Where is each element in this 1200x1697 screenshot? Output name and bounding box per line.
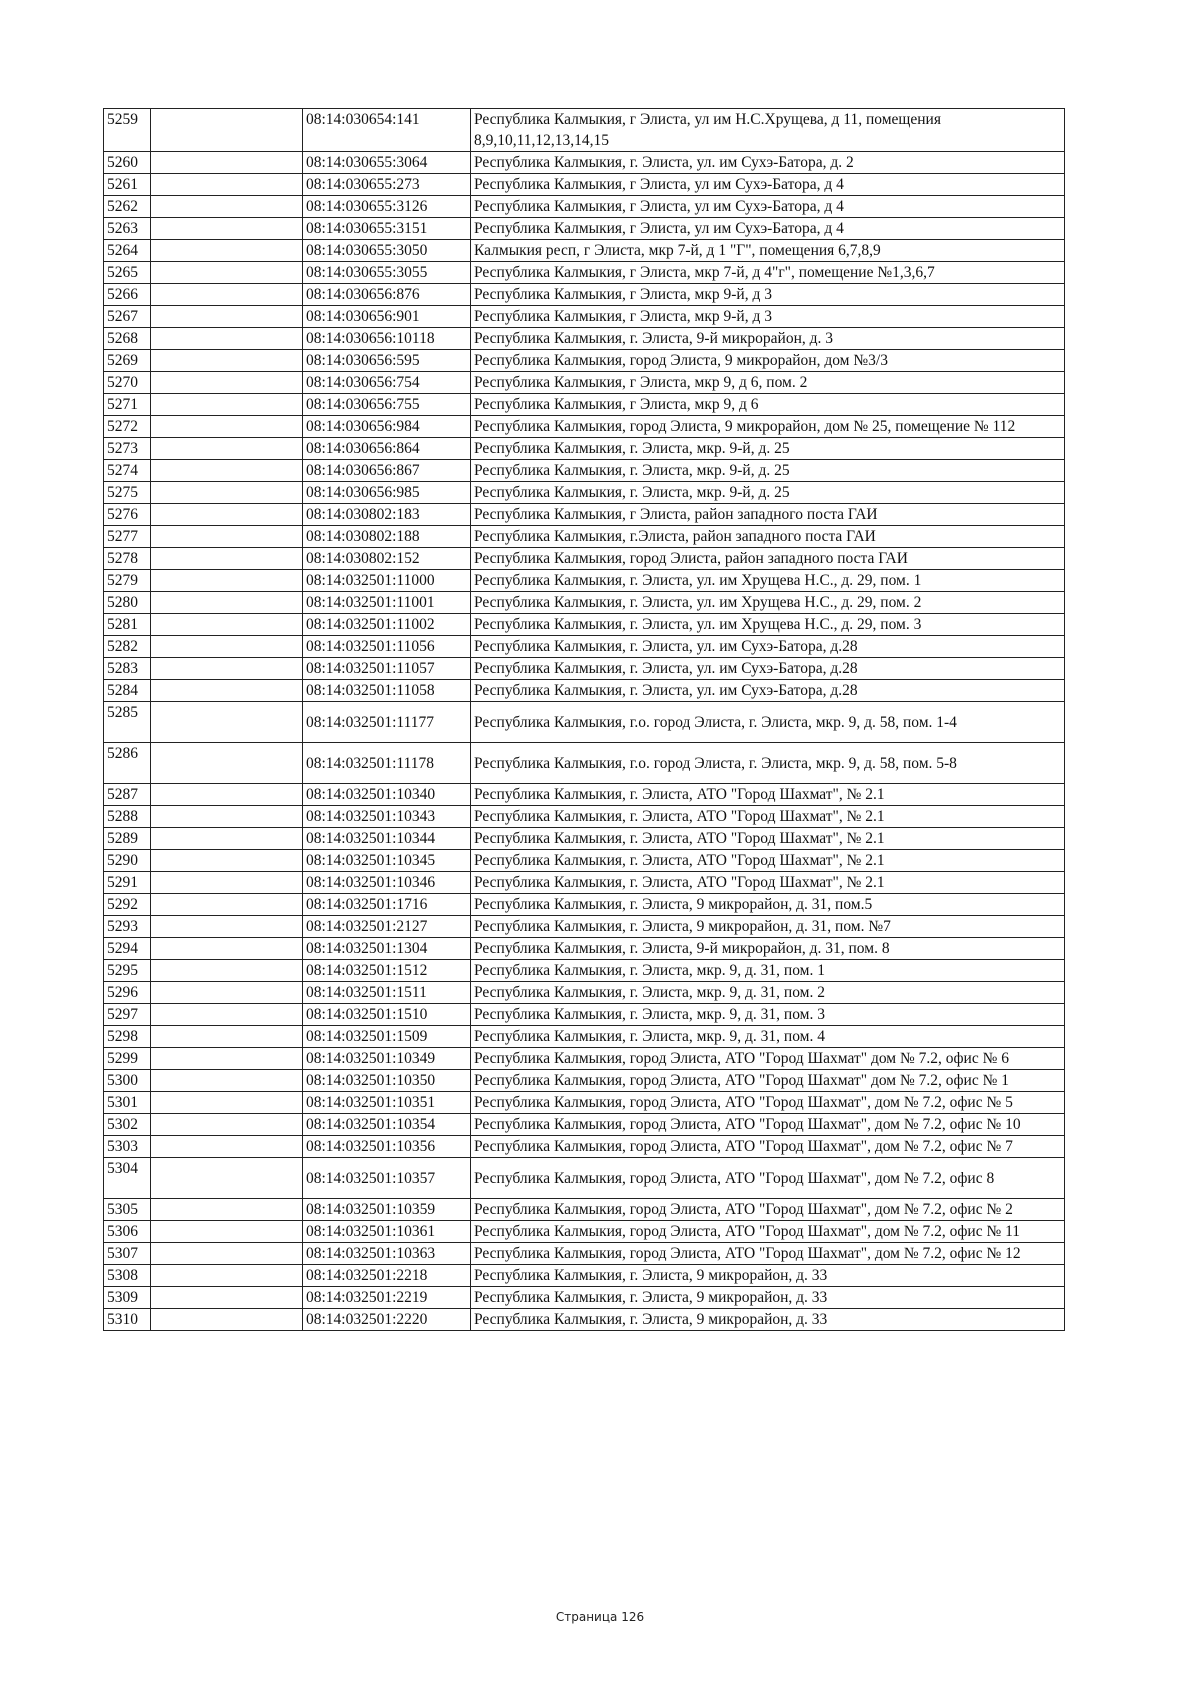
address-cell: Республика Калмыкия, г Элиста, ул им Сухэ-Батора, д 4	[471, 218, 1065, 240]
owner-cell	[151, 196, 303, 218]
owner-cell	[151, 1070, 303, 1092]
address-cell: Республика Калмыкия, г Элиста, мкр 9, д 6	[471, 394, 1065, 416]
address-cell: Республика Калмыкия, город Элиста, 9 микрорайон, дом № 25, помещение № 112	[471, 416, 1065, 438]
row-number-cell: 5295	[104, 960, 151, 982]
cadastral-number-cell: 08:14:030656:876	[303, 284, 471, 306]
page-number: Страница 126	[555, 1610, 645, 1624]
table-row	[104, 1004, 1065, 1026]
address-cell: Республика Калмыкия, город Элиста, АТО "Город Шахмат", дом № 7.2, офис № 11	[471, 1221, 1065, 1243]
owner-cell	[151, 916, 303, 938]
row-number-cell: 5278	[104, 548, 151, 570]
address-cell: Республика Калмыкия, г Элиста, ул им Сухэ-Батора, д 4	[471, 174, 1065, 196]
row-number-cell: 5269	[104, 350, 151, 372]
row-number-cell: 5294	[104, 938, 151, 960]
table-row	[104, 548, 1065, 570]
row-number-cell: 5260	[104, 152, 151, 174]
table-row	[104, 152, 1065, 174]
cadastral-number-cell: 08:14:032501:10363	[303, 1243, 471, 1265]
row-number-cell: 5292	[104, 894, 151, 916]
address-cell: Республика Калмыкия, г. Элиста, мкр. 9, д. 31, пом. 4	[471, 1026, 1065, 1048]
table-row	[104, 328, 1065, 350]
cadastral-number-cell: 08:14:032501:10350	[303, 1070, 471, 1092]
owner-cell	[151, 702, 303, 743]
row-number-cell: 5286	[104, 743, 151, 784]
owner-cell	[151, 240, 303, 262]
address-cell: Республика Калмыкия, г. Элиста, 9 микрорайон, д. 33	[471, 1309, 1065, 1331]
table-row	[104, 482, 1065, 504]
address-cell: Республика Калмыкия, г. Элиста, мкр. 9, д. 31, пом. 3	[471, 1004, 1065, 1026]
table-row	[104, 570, 1065, 592]
address-cell: Республика Калмыкия, город Элиста, АТО "Город Шахмат", дом № 7.2, офис № 5	[471, 1092, 1065, 1114]
address-cell: Республика Калмыкия, город Элиста, АТО "Город Шахмат", дом № 7.2, офис № 7	[471, 1136, 1065, 1158]
table-row	[104, 174, 1065, 196]
table-row	[104, 1199, 1065, 1221]
owner-cell	[151, 1026, 303, 1048]
owner-cell	[151, 284, 303, 306]
cadastral-number-cell: 08:14:032501:10351	[303, 1092, 471, 1114]
owner-cell	[151, 680, 303, 702]
row-number-cell: 5268	[104, 328, 151, 350]
table-row	[104, 658, 1065, 680]
table-row	[104, 262, 1065, 284]
address-cell: Республика Калмыкия, г. Элиста, мкр. 9-й, д. 25	[471, 482, 1065, 504]
cadastral-number-cell: 08:14:032501:10343	[303, 806, 471, 828]
owner-cell	[151, 743, 303, 784]
table-row	[104, 1265, 1065, 1287]
owner-cell	[151, 1004, 303, 1026]
cadastral-number-cell: 08:14:030656:901	[303, 306, 471, 328]
table-row	[104, 1221, 1065, 1243]
address-cell: Республика Калмыкия, г. Элиста, ул. им Хрущева Н.С., д. 29, пом. 1	[471, 570, 1065, 592]
table-row	[104, 1158, 1065, 1199]
address-cell: Республика Калмыкия, г. Элиста, 9-й микрорайон, д. 31, пом. 8	[471, 938, 1065, 960]
owner-cell	[151, 1092, 303, 1114]
table-row	[104, 394, 1065, 416]
table-row	[104, 218, 1065, 240]
address-cell: Республика Калмыкия, г. Элиста, 9 микрорайон, д. 33	[471, 1287, 1065, 1309]
cadastral-number-cell: 08:14:032501:10361	[303, 1221, 471, 1243]
table-row	[104, 372, 1065, 394]
row-number-cell: 5308	[104, 1265, 151, 1287]
owner-cell	[151, 1114, 303, 1136]
table-row	[104, 894, 1065, 916]
address-cell: Республика Калмыкия, г. Элиста, ул. им Хрущева Н.С., д. 29, пом. 3	[471, 614, 1065, 636]
row-number-cell: 5287	[104, 784, 151, 806]
address-cell: Республика Калмыкия, г. Элиста, 9 микрорайон, д. 31, пом.5	[471, 894, 1065, 916]
table-row	[104, 438, 1065, 460]
address-cell: Республика Калмыкия, г. Элиста, АТО "Город Шахмат", № 2.1	[471, 872, 1065, 894]
cadastral-number-cell: 08:14:032501:1304	[303, 938, 471, 960]
table-row	[104, 1114, 1065, 1136]
address-cell: Республика Калмыкия, город Элиста, АТО "Город Шахмат", дом № 7.2, офис 8	[471, 1158, 1065, 1199]
row-number-cell: 5266	[104, 284, 151, 306]
owner-cell	[151, 109, 303, 152]
owner-cell	[151, 438, 303, 460]
table-row	[104, 982, 1065, 1004]
row-number-cell: 5305	[104, 1199, 151, 1221]
cadastral-number-cell: 08:14:030656:984	[303, 416, 471, 438]
cadastral-number-cell: 08:14:030656:755	[303, 394, 471, 416]
row-number-cell: 5301	[104, 1092, 151, 1114]
cadastral-number-cell: 08:14:032501:1716	[303, 894, 471, 916]
row-number-cell: 5307	[104, 1243, 151, 1265]
row-number-cell: 5262	[104, 196, 151, 218]
cadastral-number-cell: 08:14:032501:11178	[303, 743, 471, 784]
owner-cell	[151, 394, 303, 416]
cadastral-number-cell: 08:14:032501:2219	[303, 1287, 471, 1309]
cadastral-number-cell: 08:14:030656:754	[303, 372, 471, 394]
table-row	[104, 702, 1065, 743]
row-number-cell: 5297	[104, 1004, 151, 1026]
cadastral-number-cell: 08:14:030655:3126	[303, 196, 471, 218]
cadastral-number-cell: 08:14:032501:10346	[303, 872, 471, 894]
cadastral-number-cell: 08:14:032501:1512	[303, 960, 471, 982]
cadastral-number-cell: 08:14:032501:10340	[303, 784, 471, 806]
address-cell: Республика Калмыкия, г.о. город Элиста, г. Элиста, мкр. 9, д. 58, пом. 1-4	[471, 702, 1065, 743]
address-cell: Республика Калмыкия, г Элиста, мкр 7-й, д 4"г", помещение №1,3,6,7	[471, 262, 1065, 284]
owner-cell	[151, 1221, 303, 1243]
row-number-cell: 5284	[104, 680, 151, 702]
row-number-cell: 5304	[104, 1158, 151, 1199]
cadastral-number-cell: 08:14:032501:11002	[303, 614, 471, 636]
row-number-cell: 5293	[104, 916, 151, 938]
table-row	[104, 636, 1065, 658]
table-row	[104, 872, 1065, 894]
cadastral-number-cell: 08:14:032501:10354	[303, 1114, 471, 1136]
owner-cell	[151, 1309, 303, 1331]
owner-cell	[151, 894, 303, 916]
cadastral-number-cell: 08:14:030656:864	[303, 438, 471, 460]
address-cell: Республика Калмыкия, г. Элиста, ул. им Сухэ-Батора, д. 2	[471, 152, 1065, 174]
table-row	[104, 196, 1065, 218]
owner-cell	[151, 592, 303, 614]
row-number-cell: 5261	[104, 174, 151, 196]
cadastral-number-cell: 08:14:032501:10344	[303, 828, 471, 850]
address-cell: Республика Калмыкия, г. Элиста, мкр. 9-й, д. 25	[471, 438, 1065, 460]
table-row	[104, 1309, 1065, 1331]
cadastral-number-cell: 08:14:030655:273	[303, 174, 471, 196]
owner-cell	[151, 460, 303, 482]
row-number-cell: 5310	[104, 1309, 151, 1331]
address-cell: Республика Калмыкия, г.Элиста, район западного поста ГАИ	[471, 526, 1065, 548]
address-cell: Республика Калмыкия, г. Элиста, АТО "Город Шахмат", № 2.1	[471, 806, 1065, 828]
row-number-cell: 5283	[104, 658, 151, 680]
table-row	[104, 284, 1065, 306]
row-number-cell: 5265	[104, 262, 151, 284]
table-row	[104, 1243, 1065, 1265]
cadastral-number-cell: 08:14:032501:1510	[303, 1004, 471, 1026]
table-row	[104, 680, 1065, 702]
address-cell: Республика Калмыкия, город Элиста, АТО "Город Шахмат", дом № 7.2, офис № 12	[471, 1243, 1065, 1265]
table-row	[104, 1026, 1065, 1048]
owner-cell	[151, 350, 303, 372]
address-cell: Республика Калмыкия, город Элиста, АТО "Город Шахмат", дом № 7.2, офис № 10	[471, 1114, 1065, 1136]
row-number-cell: 5291	[104, 872, 151, 894]
owner-cell	[151, 416, 303, 438]
row-number-cell: 5264	[104, 240, 151, 262]
table-row	[104, 1287, 1065, 1309]
table-row	[104, 916, 1065, 938]
row-number-cell: 5300	[104, 1070, 151, 1092]
table-row	[104, 828, 1065, 850]
owner-cell	[151, 482, 303, 504]
cadastral-number-cell: 08:14:032501:10356	[303, 1136, 471, 1158]
cadastral-number-cell: 08:14:032501:11056	[303, 636, 471, 658]
cadastral-number-cell: 08:14:030655:3151	[303, 218, 471, 240]
cadastral-number-cell: 08:14:032501:2127	[303, 916, 471, 938]
cadastral-number-cell: 08:14:030656:595	[303, 350, 471, 372]
owner-cell	[151, 504, 303, 526]
table-row	[104, 416, 1065, 438]
row-number-cell: 5273	[104, 438, 151, 460]
address-cell: Республика Калмыкия, г. Элиста, мкр. 9, д. 31, пом. 1	[471, 960, 1065, 982]
table-row	[104, 1070, 1065, 1092]
cadastral-number-cell: 08:14:032501:2220	[303, 1309, 471, 1331]
cadastral-number-cell: 08:14:030656:867	[303, 460, 471, 482]
table-row	[104, 460, 1065, 482]
row-number-cell: 5298	[104, 1026, 151, 1048]
owner-cell	[151, 784, 303, 806]
row-number-cell: 5302	[104, 1114, 151, 1136]
cadastral-number-cell: 08:14:030654:141	[303, 109, 471, 152]
row-number-cell: 5277	[104, 526, 151, 548]
cadastral-number-cell: 08:14:030655:3055	[303, 262, 471, 284]
address-cell: Республика Калмыкия, г. Элиста, ул. им Сухэ-Батора, д.28	[471, 658, 1065, 680]
table-row	[104, 1048, 1065, 1070]
cadastral-number-cell: 08:14:030802:183	[303, 504, 471, 526]
table-row	[104, 526, 1065, 548]
owner-cell	[151, 1243, 303, 1265]
table-row	[104, 306, 1065, 328]
address-cell: Республика Калмыкия, г Элиста, мкр 9, д 6, пом. 2	[471, 372, 1065, 394]
row-number-cell: 5288	[104, 806, 151, 828]
cadastral-number-cell: 08:14:032501:11058	[303, 680, 471, 702]
cadastral-number-cell: 08:14:030802:188	[303, 526, 471, 548]
table-row	[104, 806, 1065, 828]
table-row	[104, 784, 1065, 806]
table-row	[104, 109, 1065, 152]
cadastral-number-cell: 08:14:030655:3050	[303, 240, 471, 262]
address-cell: Республика Калмыкия, г. Элиста, АТО "Город Шахмат", № 2.1	[471, 784, 1065, 806]
cadastral-number-cell: 08:14:032501:10359	[303, 1199, 471, 1221]
address-cell: Республика Калмыкия, город Элиста, район западного поста ГАИ	[471, 548, 1065, 570]
row-number-cell: 5282	[104, 636, 151, 658]
property-table-body	[104, 109, 1065, 1331]
address-cell: Республика Калмыкия, город Элиста, 9 микрорайон, дом №3/3	[471, 350, 1065, 372]
row-number-cell: 5280	[104, 592, 151, 614]
row-number-cell: 5285	[104, 702, 151, 743]
address-cell: Республика Калмыкия, г. Элиста, ул. им Хрущева Н.С., д. 29, пом. 2	[471, 592, 1065, 614]
owner-cell	[151, 850, 303, 872]
owner-cell	[151, 938, 303, 960]
table-row	[104, 1092, 1065, 1114]
row-number-cell: 5279	[104, 570, 151, 592]
owner-cell	[151, 548, 303, 570]
table-row	[104, 350, 1065, 372]
owner-cell	[151, 262, 303, 284]
owner-cell	[151, 1158, 303, 1199]
cadastral-number-cell: 08:14:032501:1511	[303, 982, 471, 1004]
owner-cell	[151, 174, 303, 196]
cadastral-number-cell: 08:14:032501:10345	[303, 850, 471, 872]
cadastral-number-cell: 08:14:032501:11177	[303, 702, 471, 743]
cadastral-number-cell: 08:14:032501:10349	[303, 1048, 471, 1070]
cadastral-number-cell: 08:14:032501:11057	[303, 658, 471, 680]
cadastral-number-cell: 08:14:030656:985	[303, 482, 471, 504]
owner-cell	[151, 872, 303, 894]
table-row	[104, 504, 1065, 526]
cadastral-number-cell: 08:14:032501:11001	[303, 592, 471, 614]
address-cell: Республика Калмыкия, город Элиста, АТО "Город Шахмат" дом № 7.2, офис № 6	[471, 1048, 1065, 1070]
table-row	[104, 240, 1065, 262]
row-number-cell: 5290	[104, 850, 151, 872]
row-number-cell: 5289	[104, 828, 151, 850]
row-number-cell: 5296	[104, 982, 151, 1004]
row-number-cell: 5270	[104, 372, 151, 394]
cadastral-number-cell: 08:14:030656:10118	[303, 328, 471, 350]
table-row	[104, 592, 1065, 614]
owner-cell	[151, 328, 303, 350]
address-cell: Республика Калмыкия, город Элиста, АТО "Город Шахмат" дом № 7.2, офис № 1	[471, 1070, 1065, 1092]
owner-cell	[151, 570, 303, 592]
owner-cell	[151, 1048, 303, 1070]
address-cell: Республика Калмыкия, г Элиста, мкр 9-й, д 3	[471, 284, 1065, 306]
address-cell: Республика Калмыкия, г. Элиста, ул. им Сухэ-Батора, д.28	[471, 636, 1065, 658]
row-number-cell: 5267	[104, 306, 151, 328]
row-number-cell: 5274	[104, 460, 151, 482]
owner-cell	[151, 218, 303, 240]
row-number-cell: 5271	[104, 394, 151, 416]
row-number-cell: 5299	[104, 1048, 151, 1070]
address-cell: Республика Калмыкия, г Элиста, район западного поста ГАИ	[471, 504, 1065, 526]
cadastral-number-cell: 08:14:032501:1509	[303, 1026, 471, 1048]
address-cell: Республика Калмыкия, г Элиста, мкр 9-й, д 3	[471, 306, 1065, 328]
owner-cell	[151, 526, 303, 548]
address-cell: Республика Калмыкия, г.о. город Элиста, г. Элиста, мкр. 9, д. 58, пом. 5-8	[471, 743, 1065, 784]
row-number-cell: 5275	[104, 482, 151, 504]
row-number-cell: 5303	[104, 1136, 151, 1158]
row-number-cell: 5309	[104, 1287, 151, 1309]
cadastral-number-cell: 08:14:030802:152	[303, 548, 471, 570]
address-cell: Республика Калмыкия, г. Элиста, мкр. 9-й, д. 25	[471, 460, 1065, 482]
cadastral-number-cell: 08:14:032501:11000	[303, 570, 471, 592]
row-number-cell: 5263	[104, 218, 151, 240]
owner-cell	[151, 306, 303, 328]
owner-cell	[151, 1265, 303, 1287]
table-row	[104, 960, 1065, 982]
row-number-cell: 5281	[104, 614, 151, 636]
row-number-cell: 5259	[104, 109, 151, 152]
owner-cell	[151, 1287, 303, 1309]
address-cell: Республика Калмыкия, г. Элиста, АТО "Город Шахмат", № 2.1	[471, 850, 1065, 872]
owner-cell	[151, 372, 303, 394]
cadastral-number-cell: 08:14:032501:2218	[303, 1265, 471, 1287]
address-cell: Республика Калмыкия, г. Элиста, АТО "Город Шахмат", № 2.1	[471, 828, 1065, 850]
row-number-cell: 5276	[104, 504, 151, 526]
address-cell: Республика Калмыкия, г. Элиста, мкр. 9, д. 31, пом. 2	[471, 982, 1065, 1004]
table-row	[104, 743, 1065, 784]
owner-cell	[151, 636, 303, 658]
address-cell: Республика Калмыкия, г Элиста, ул им Сухэ-Батора, д 4	[471, 196, 1065, 218]
address-cell: Республика Калмыкия, г. Элиста, 9 микрорайон, д. 33	[471, 1265, 1065, 1287]
owner-cell	[151, 1136, 303, 1158]
row-number-cell: 5272	[104, 416, 151, 438]
property-table	[103, 108, 1065, 1331]
owner-cell	[151, 658, 303, 680]
owner-cell	[151, 152, 303, 174]
owner-cell	[151, 828, 303, 850]
address-cell: Республика Калмыкия, г. Элиста, ул. им Сухэ-Батора, д.28	[471, 680, 1065, 702]
table-row	[104, 938, 1065, 960]
owner-cell	[151, 1199, 303, 1221]
address-cell: Республика Калмыкия, г. Элиста, 9 микрорайон, д. 31, пом. №7	[471, 916, 1065, 938]
address-cell: Республика Калмыкия, г Элиста, ул им Н.С.Хрущева, д 11, помещения 8,9,10,11,12,13,14,15	[471, 109, 1065, 152]
table-row	[104, 614, 1065, 636]
owner-cell	[151, 960, 303, 982]
address-cell: Республика Калмыкия, город Элиста, АТО "Город Шахмат", дом № 7.2, офис № 2	[471, 1199, 1065, 1221]
cadastral-number-cell: 08:14:030655:3064	[303, 152, 471, 174]
owner-cell	[151, 614, 303, 636]
address-cell: Калмыкия респ, г Элиста, мкр 7-й, д 1 "Г", помещения 6,7,8,9	[471, 240, 1065, 262]
row-number-cell: 5306	[104, 1221, 151, 1243]
address-cell: Республика Калмыкия, г. Элиста, 9-й микрорайон, д. 3	[471, 328, 1065, 350]
owner-cell	[151, 806, 303, 828]
table-row	[104, 1136, 1065, 1158]
table-row	[104, 850, 1065, 872]
owner-cell	[151, 982, 303, 1004]
cadastral-number-cell: 08:14:032501:10357	[303, 1158, 471, 1199]
